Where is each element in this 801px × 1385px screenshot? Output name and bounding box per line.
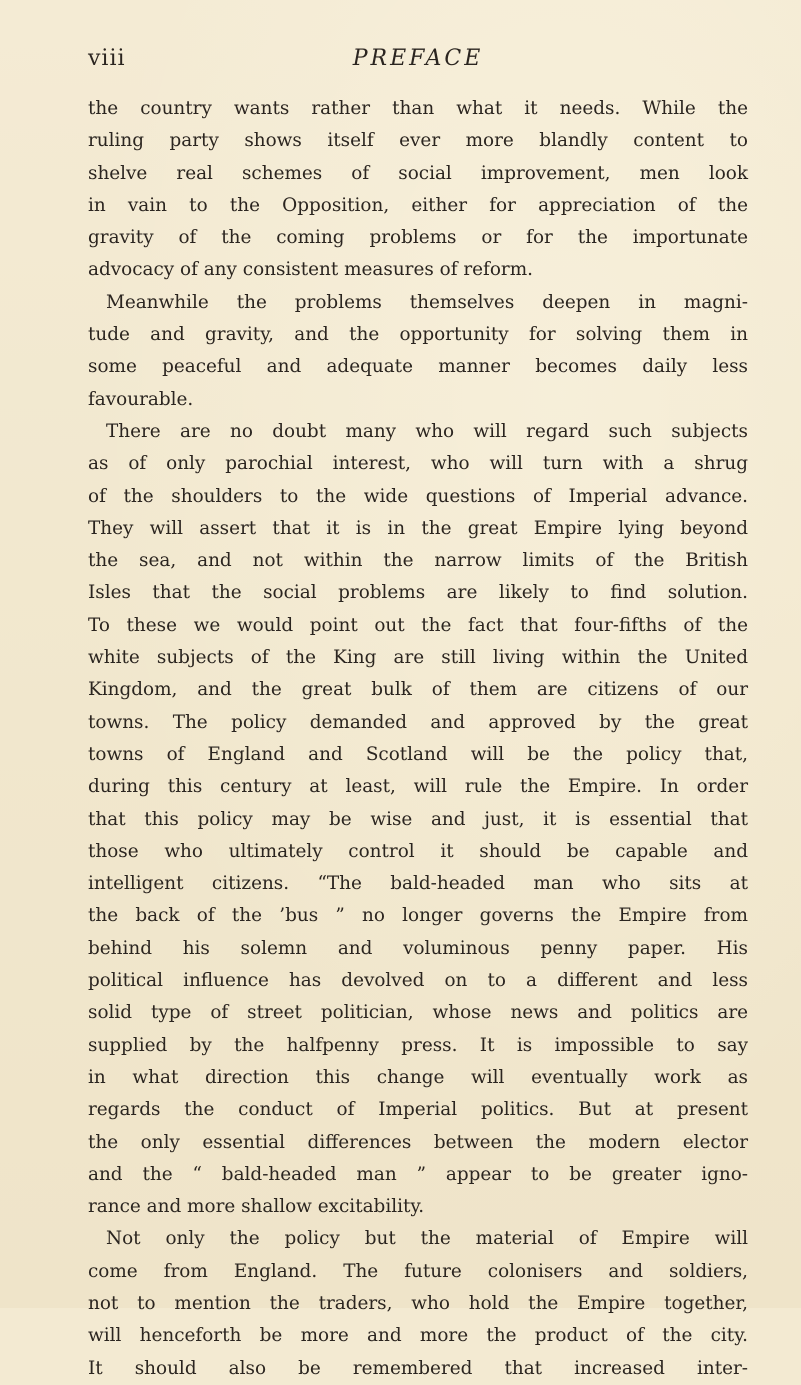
text-line: rance and more shallow excitability. — [88, 1196, 425, 1218]
text-line: shelve real schemes of social improvement, men look — [88, 162, 748, 184]
text-line: Kingdom, and the great bulk of them are citizens of our — [88, 679, 748, 701]
text-line: white subjects of the King are still living within the United — [88, 647, 748, 669]
text-line: towns of England and Scotland will be the policy that, — [88, 743, 748, 765]
text-line: the country wants rather than what it needs. While the — [88, 98, 748, 119]
text-line: It should also be remembered that increased inter- — [88, 1357, 748, 1379]
text-line: Not only the policy but the material of Empire will — [106, 1228, 748, 1250]
text-line: will henceforth be more and more the product of the city. — [88, 1325, 748, 1347]
text-line: tude and gravity, and the opportunity for solving them in — [88, 324, 748, 346]
text-line: some peaceful and adequate manner becomes daily less — [88, 356, 748, 378]
text-line: To these we would point out the fact that four-fifths of the — [88, 614, 748, 636]
text-line: behind his solemn and voluminous penny paper. His — [88, 937, 748, 959]
text-line: Meanwhile the problems themselves deepen in magni- — [106, 291, 748, 313]
text-line: and the “ bald-headed man ” appear to be greater igno- — [88, 1163, 748, 1185]
page-header — [88, 40, 748, 80]
text-line: the sea, and not within the narrow limits of the British — [88, 550, 748, 572]
text-line: come from England. The future colonisers and soldiers, — [88, 1260, 748, 1282]
text-line: gravity of the coming problems or for the importunate — [88, 227, 748, 249]
page-number: viii — [88, 46, 126, 71]
text-line: that this policy may be wise and just, it is essential that — [88, 808, 748, 830]
text-line: solid type of street politician, whose news and politics are — [88, 1002, 748, 1024]
text-line: supplied by the halfpenny press. It is impossible to say — [88, 1034, 748, 1056]
text-line: during this century at least, will rule the Empire. In order — [88, 776, 748, 798]
text-line: towns. The policy demanded and approved by the great — [88, 711, 748, 733]
text-line: regards the conduct of Imperial politics. But at present — [88, 1099, 748, 1121]
text-line: intelligent citizens. “The bald-headed man who sits at — [88, 873, 748, 895]
text-line: those who ultimately control it should be capable and — [88, 840, 748, 862]
text-line: Isles that the social problems are likely to find solution. — [88, 582, 748, 604]
text-line: of the shoulders to the wide questions of Imperial advance. — [88, 485, 748, 507]
text-line: favourable. — [88, 388, 194, 410]
text-line: There are no doubt many who will regard such subjects — [106, 420, 748, 442]
text-line: as of only parochial interest, who will turn with a shrug — [88, 453, 748, 475]
running-title: PREFACE — [352, 46, 484, 71]
body-text — [88, 93, 748, 1385]
text-line: not to mention the traders, who hold the Empire together, — [88, 1292, 748, 1314]
text-line: the back of the ’bus ” no longer governs the Empire from — [88, 905, 748, 927]
text-line: They will assert that it is in the great Empire lying beyond — [88, 517, 748, 539]
text-line: political influence has devolved on to a different and less — [88, 970, 748, 992]
text-line: in what direction this change will eventually work as — [88, 1066, 748, 1088]
text-line: ruling party shows itself ever more blandly content to — [88, 130, 748, 152]
text-line: advocacy of any consistent measures of reform. — [88, 259, 533, 281]
text-line: in vain to the Opposition, either for appreciation of the — [88, 194, 748, 216]
text-line: the only essential differences between the modern elector — [88, 1131, 748, 1153]
